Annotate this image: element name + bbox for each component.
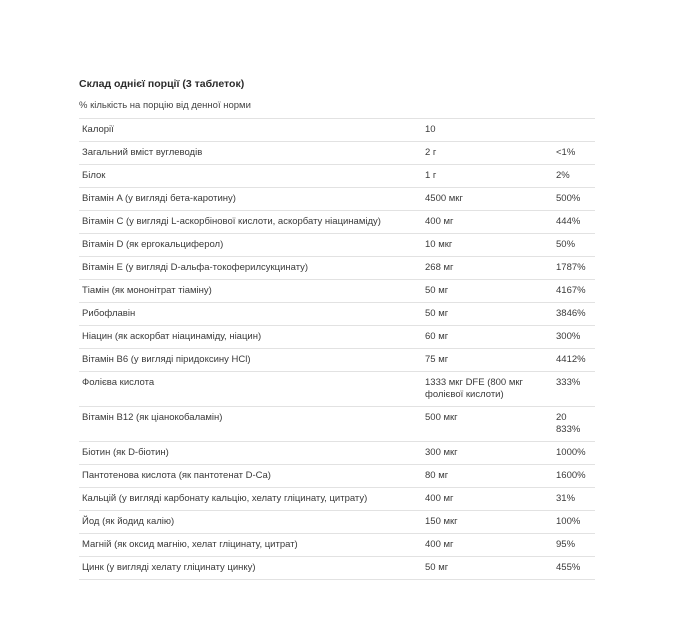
table-row bbox=[79, 488, 595, 511]
table-row bbox=[79, 188, 595, 211]
nutrient-amount: 10 мкг bbox=[422, 234, 553, 257]
nutrient-amount: 50 мг bbox=[422, 303, 553, 326]
nutrient-amount: 1333 мкг DFE (800 мкг фолієвої кислоти) bbox=[422, 372, 553, 407]
nutrient-amount: 150 мкг bbox=[422, 511, 553, 534]
table-row bbox=[79, 407, 595, 442]
daily-value-percent: 50% bbox=[553, 234, 595, 257]
table-row bbox=[79, 326, 595, 349]
nutrient-name: Загальний вміст вуглеводів bbox=[79, 142, 422, 165]
nutrient-amount: 500 мкг bbox=[422, 407, 553, 442]
daily-value-percent: 1600% bbox=[553, 465, 595, 488]
nutrient-name: Білок bbox=[79, 165, 422, 188]
daily-value-percent: 500% bbox=[553, 188, 595, 211]
nutrient-name: Калорії bbox=[79, 119, 422, 142]
nutrient-amount: 400 мг bbox=[422, 211, 553, 234]
daily-value-note: % кількість на порцію від денної норми bbox=[79, 100, 251, 111]
nutrient-name: Рибофлавін bbox=[79, 303, 422, 326]
nutrient-name: Ніацин (як аскорбат ніацинаміду, ніацин) bbox=[79, 326, 422, 349]
nutrient-name: Кальцій (у вигляді карбонату кальцію, хелату гліцинату, цитрату) bbox=[79, 488, 422, 511]
nutrient-amount: 60 мг bbox=[422, 326, 553, 349]
table-row bbox=[79, 303, 595, 326]
daily-value-percent: 444% bbox=[553, 211, 595, 234]
nutrient-name: Магній (як оксид магнію, хелат гліцинату, цитрат) bbox=[79, 534, 422, 557]
daily-value-percent: 333% bbox=[553, 372, 595, 407]
nutrient-amount: 400 мг bbox=[422, 534, 553, 557]
daily-value-percent: <1% bbox=[553, 142, 595, 165]
table-row bbox=[79, 257, 595, 280]
daily-value-percent: 4167% bbox=[553, 280, 595, 303]
daily-value-percent: 1000% bbox=[553, 442, 595, 465]
daily-value-percent: 300% bbox=[553, 326, 595, 349]
table-row bbox=[79, 211, 595, 234]
nutrient-name: Йод (як йодид калію) bbox=[79, 511, 422, 534]
nutrient-name: Вітамін B12 (як ціанокобаламін) bbox=[79, 407, 422, 442]
nutrient-name: Вітамін A (у вигляді бета-каротину) bbox=[79, 188, 422, 211]
nutrient-amount: 268 мг bbox=[422, 257, 553, 280]
nutrient-name: Вітамін B6 (у вигляді піридоксину HCl) bbox=[79, 349, 422, 372]
nutrient-name: Фолієва кислота bbox=[79, 372, 422, 407]
table-row bbox=[79, 280, 595, 303]
nutrient-amount: 80 мг bbox=[422, 465, 553, 488]
daily-value-percent: 455% bbox=[553, 557, 595, 580]
daily-value-percent bbox=[553, 119, 595, 142]
table-row bbox=[79, 142, 595, 165]
supplement-facts-panel bbox=[79, 78, 595, 580]
table-row bbox=[79, 349, 595, 372]
nutrient-amount: 10 bbox=[422, 119, 553, 142]
daily-value-percent: 1787% bbox=[553, 257, 595, 280]
nutrient-amount: 400 мг bbox=[422, 488, 553, 511]
table-row bbox=[79, 372, 595, 407]
daily-value-percent: 100% bbox=[553, 511, 595, 534]
nutrient-amount: 2 г bbox=[422, 142, 553, 165]
table-row bbox=[79, 234, 595, 257]
nutrient-amount: 1 г bbox=[422, 165, 553, 188]
nutrient-amount: 50 мг bbox=[422, 280, 553, 303]
nutrient-name: Тіамін (як мононітрат тіаміну) bbox=[79, 280, 422, 303]
nutrient-name: Вітамін C (у вигляді L-аскорбінової кислоти, аскорбату ніацинаміду) bbox=[79, 211, 422, 234]
daily-value-percent: 2% bbox=[553, 165, 595, 188]
nutrient-amount: 75 мг bbox=[422, 349, 553, 372]
table-row bbox=[79, 511, 595, 534]
table-row bbox=[79, 534, 595, 557]
nutrient-amount: 4500 мкг bbox=[422, 188, 553, 211]
table-row bbox=[79, 442, 595, 465]
daily-value-percent: 20 833% bbox=[553, 407, 595, 442]
nutrient-name: Пантотенова кислота (як пантотенат D-Ca) bbox=[79, 465, 422, 488]
table-row bbox=[79, 119, 595, 142]
table-row bbox=[79, 465, 595, 488]
daily-value-percent: 4412% bbox=[553, 349, 595, 372]
nutrient-name: Біотин (як D-біотин) bbox=[79, 442, 422, 465]
nutrient-amount: 300 мкг bbox=[422, 442, 553, 465]
nutrition-table bbox=[79, 118, 595, 580]
daily-value-percent: 31% bbox=[553, 488, 595, 511]
nutrient-amount: 50 мг bbox=[422, 557, 553, 580]
nutrient-name: Вітамін D (як ергокальциферол) bbox=[79, 234, 422, 257]
nutrient-name: Цинк (у вигляді хелату гліцинату цинку) bbox=[79, 557, 422, 580]
table-row bbox=[79, 165, 595, 188]
daily-value-percent: 3846% bbox=[553, 303, 595, 326]
daily-value-percent: 95% bbox=[553, 534, 595, 557]
nutrient-name: Вітамін E (у вигляді D-альфа-токоферилсукцинату) bbox=[79, 257, 422, 280]
table-row bbox=[79, 557, 595, 580]
serving-title: Склад однієї порції (3 таблеток) bbox=[79, 78, 245, 90]
